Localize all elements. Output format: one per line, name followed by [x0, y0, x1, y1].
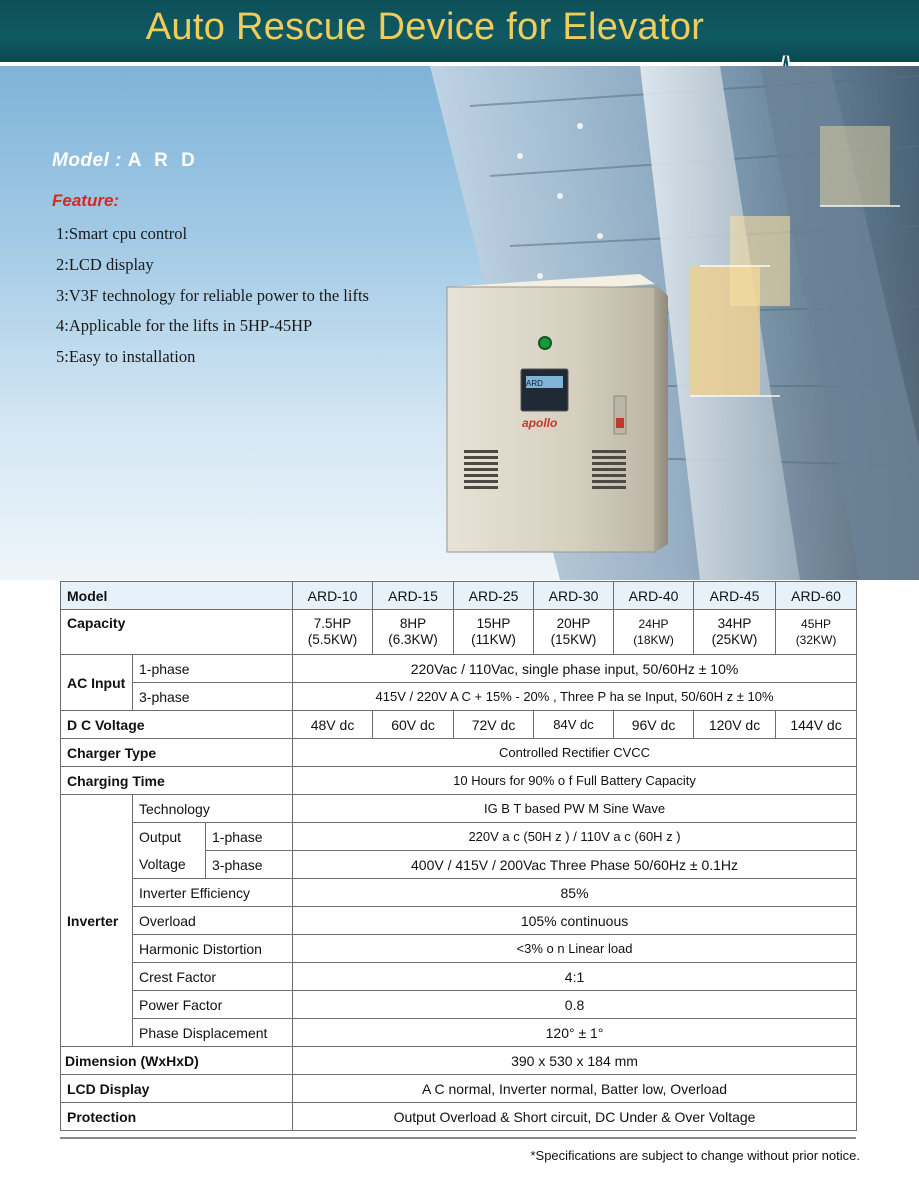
table-row-dc-voltage — [61, 711, 857, 739]
power-factor-value: 0.8 — [293, 991, 857, 1019]
model-line — [52, 150, 199, 172]
dc-voltage-cell: 72V dc — [454, 711, 534, 739]
capacity-hp: 7.5HP — [313, 616, 352, 631]
output-3phase-value: 400V / 415V / 200Vac Three Phase 50/60Hz ± 0.1Hz — [293, 851, 857, 879]
efficiency-value: 85% — [293, 879, 857, 907]
table-row-output-3phase — [61, 851, 857, 879]
capacity-hp: 8HP — [399, 616, 427, 631]
footnote: *Specifications are subject to change without prior notice. — [530, 1148, 860, 1163]
model-cell: ARD-15 — [373, 582, 454, 610]
capacity-kw: (32KW) — [795, 633, 837, 647]
charger-type-label: Charger Type — [61, 739, 293, 767]
table-row-power-factor — [61, 991, 857, 1019]
output-3phase-label: 3-phase — [206, 851, 293, 879]
capacity-kw: (18KW) — [633, 633, 674, 647]
inverter-label: Inverter — [61, 795, 133, 1047]
table-row-ac-input-1phase — [61, 655, 857, 683]
model-value: A R D — [127, 150, 199, 171]
dc-voltage-cell: 120V dc — [694, 711, 776, 739]
device-brand-logo: apollo — [522, 416, 558, 430]
table-row-phase-displacement — [61, 1019, 857, 1047]
dimension-value: 390 x 530 x 184 mm — [293, 1047, 857, 1075]
capacity-kw: (11KW) — [471, 632, 516, 647]
feature-item: 3:V3F technology for reliable power to the lifts — [56, 285, 369, 305]
feature-item: 4:Applicable for the lifts in 5HP-45HP — [56, 316, 313, 336]
crest-value: 4:1 — [293, 963, 857, 991]
dc-voltage-cell: 60V dc — [373, 711, 454, 739]
table-row-lcd-display — [61, 1075, 857, 1103]
capacity-hp: 20HP — [556, 616, 591, 631]
charger-type-value: Controlled Rectifier CVCC — [293, 739, 857, 767]
ac-input-label: AC Input — [61, 655, 133, 711]
ac-input-1phase-label: 1-phase — [133, 655, 293, 683]
device-lcd-text: ARD — [526, 379, 543, 388]
model-cell: ARD-10 — [293, 582, 373, 610]
page-title: Auto Rescue Device for Elevator — [145, 6, 705, 48]
capacity-cell — [694, 610, 776, 655]
model-label: Model : — [52, 150, 122, 171]
table-row-protection — [61, 1103, 857, 1131]
model-cell: ARD-25 — [454, 582, 534, 610]
feature-item: 1:Smart cpu control — [56, 224, 188, 243]
capacity-kw: (6.3KW) — [388, 632, 438, 647]
ac-input-3phase-label: 3-phase — [133, 683, 293, 711]
output-1phase-label: 1-phase — [206, 823, 293, 851]
efficiency-label: Inverter Efficiency — [133, 879, 293, 907]
technology-value: IG B T based PW M Sine Wave — [293, 795, 857, 823]
table-row-dimension — [61, 1047, 857, 1075]
table-row-efficiency — [61, 879, 857, 907]
capacity-kw: (5.5KW) — [307, 632, 358, 647]
feature-heading: Feature: — [52, 191, 120, 210]
protection-value: Output Overload & Short circuit, DC Under & Over Voltage — [293, 1103, 857, 1131]
model-cell: ARD-30 — [534, 582, 614, 610]
feature-item: 5:Easy to installation — [56, 347, 196, 367]
capacity-kw: (25KW) — [711, 632, 758, 647]
table-row-crest — [61, 963, 857, 991]
model-cell: ARD-45 — [694, 582, 776, 610]
table-row-technology — [61, 795, 857, 823]
output-1phase-value: 220V a c (50H z ) / 110V a c (60H z ) — [293, 823, 857, 851]
harmonic-label: Harmonic Distortion — [133, 935, 293, 963]
table-row-model — [61, 582, 857, 610]
capacity-cell — [293, 610, 373, 655]
output-label: Output — [133, 823, 206, 851]
dc-voltage-cell: 96V dc — [614, 711, 694, 739]
hero-banner — [0, 66, 919, 580]
table-row-overload — [61, 907, 857, 935]
dc-voltage-label: D C Voltage — [61, 711, 293, 739]
table-row-harmonic — [61, 935, 857, 963]
model-cell: ARD-60 — [776, 582, 857, 610]
capacity-cell — [776, 610, 857, 655]
phase-displacement-value: 120° ± 1° — [293, 1019, 857, 1047]
dc-voltage-cell: 84V dc — [534, 711, 614, 739]
capacity-cell — [373, 610, 454, 655]
table-row-ac-input-3phase — [61, 683, 857, 711]
dc-voltage-cell: 144V dc — [776, 711, 857, 739]
capacity-cell — [454, 610, 534, 655]
capacity-hp: 45HP — [801, 617, 832, 631]
voltage-label: Voltage — [133, 851, 206, 879]
power-factor-label: Power Factor — [133, 991, 293, 1019]
capacity-hp: 15HP — [476, 616, 511, 631]
capacity-kw: (15KW) — [550, 632, 597, 647]
charging-time-value: 10 Hours for 90% o f Full Battery Capacity — [293, 767, 857, 795]
capacity-hp: 24HP — [638, 617, 669, 631]
capacity-cell — [534, 610, 614, 655]
harmonic-value: <3% o n Linear load — [293, 935, 857, 963]
capacity-label: Capacity — [61, 610, 293, 655]
model-cell: ARD-40 — [614, 582, 694, 610]
overload-label: Overload — [133, 907, 293, 935]
table-row-charger-type — [61, 739, 857, 767]
dc-voltage-cell: 48V dc — [293, 711, 373, 739]
table-row-capacity — [61, 610, 857, 655]
model-header-label: Model — [61, 582, 293, 610]
phase-displacement-label: Phase Displacement — [133, 1019, 293, 1047]
dimension-label: Dimension (WxHxD) — [61, 1047, 293, 1075]
crest-label: Crest Factor — [133, 963, 293, 991]
lcd-display-value: A C normal, Inverter normal, Batter low, Overload — [293, 1075, 857, 1103]
table-row-output-1phase — [61, 823, 857, 851]
ac-input-1phase-value: 220Vac / 110Vac, single phase input, 50/60Hz ± 10% — [293, 655, 857, 683]
table-bottom-rule — [60, 1137, 856, 1139]
overload-value: 105% continuous — [293, 907, 857, 935]
protection-label: Protection — [61, 1103, 293, 1131]
lcd-display-label: LCD Display — [61, 1075, 293, 1103]
feature-item: 2:LCD display — [56, 254, 154, 274]
capacity-hp: 34HP — [717, 616, 752, 631]
charging-time-label: Charging Time — [61, 767, 293, 795]
capacity-cell — [614, 610, 694, 655]
spec-table — [60, 581, 857, 1131]
table-row-charging-time — [61, 767, 857, 795]
technology-label: Technology — [133, 795, 293, 823]
feature-list — [56, 224, 369, 378]
ac-input-3phase-value: 415V / 220V A C + 15% - 20% , Three P ha se Input, 50/60H z ± 10% — [293, 683, 857, 711]
